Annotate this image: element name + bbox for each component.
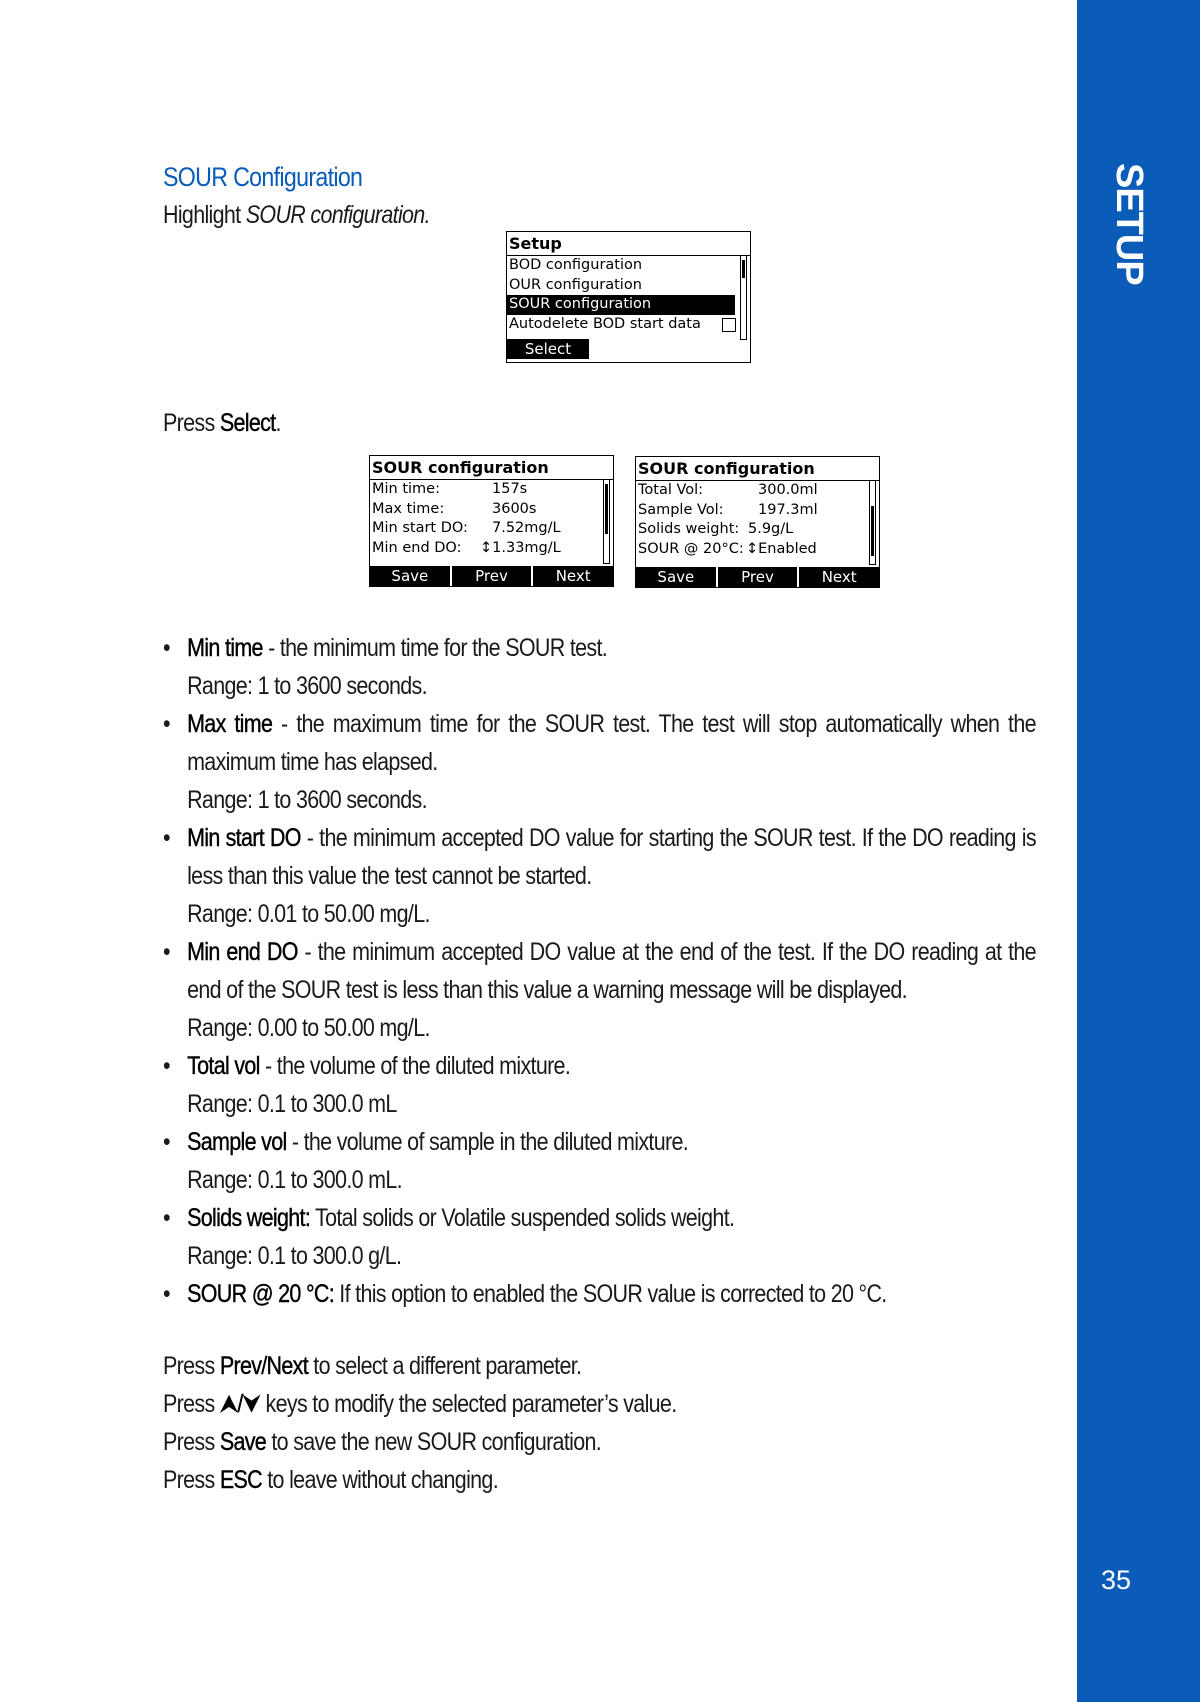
text: to leave without changing. [261,1466,498,1494]
term: Min time [187,634,263,662]
param-row[interactable] [636,501,879,521]
intro-text [163,196,430,234]
section-sidebar [1077,0,1200,1702]
param-row[interactable] [370,480,613,500]
instructions [163,1347,676,1499]
param-value: 300.0ml [758,482,818,498]
menu-item-selected[interactable]: SOUR configuration [507,295,735,315]
bullet-icon: • [163,710,170,738]
softkeys [636,567,879,587]
param-label: Total Vol: [638,482,704,498]
param-label: SOUR @ 20°C: [638,540,744,557]
text: Press [163,1352,220,1380]
save-key[interactable]: Save [657,568,695,586]
param-label: Min end DO: [372,539,462,556]
param-value: ↕1.33mg/L [480,539,561,556]
text-bold: Select [219,409,276,437]
screen-title: SOUR configuration [370,456,613,480]
param-value: 157s [492,481,528,497]
bullet-icon: • [163,824,170,852]
range: Range: 0.1 to 300.0 mL. [187,1166,402,1194]
key-name: ⮝/⮟ [219,1390,261,1418]
bullet-icon: • [163,1052,170,1080]
prev-key[interactable]: Prev [450,566,532,586]
term: Max time [187,710,273,738]
description: - the minimum accepted DO value for starting the SOUR test. If the DO reading is less than this value the test cannot be started. [187,824,1036,890]
text: Press [163,1428,220,1456]
scrollbar[interactable] [869,481,876,565]
param-value: 197.3ml [758,501,818,518]
press-select-text [163,404,281,442]
checkbox[interactable] [722,318,736,332]
param-label: Sample Vol: [638,501,724,518]
softkeys [370,566,613,586]
instruction-line [163,1461,676,1499]
param-row[interactable] [636,481,879,501]
menu-item[interactable] [507,315,735,335]
term: Solids weight: [187,1204,311,1232]
parameter-list [163,629,1036,1313]
param-label: Min time: [372,481,440,497]
instruction-line [163,1423,676,1461]
range: Range: 0.1 to 300.0 mL [187,1090,397,1118]
next-key[interactable]: Next [531,566,613,586]
key-name: Prev/Next [219,1352,309,1380]
param-value: ↕Enabled [746,540,817,557]
param-label: Solids weight: [638,521,740,537]
text: to save the new SOUR configuration. [266,1428,602,1456]
instruction-line [163,1347,676,1385]
bullet-icon: • [163,1204,170,1232]
text: Press [163,1390,220,1418]
bullet-item [163,629,1036,705]
param-value: 5.9g/L [748,521,794,537]
description: - the volume of sample in the diluted mixture. [286,1128,689,1156]
key-name: ESC [219,1466,262,1494]
term: Min end DO [187,938,298,966]
page-number: 35 [1101,1565,1132,1595]
intro-italic: SOUR configuration. [245,201,430,229]
text: to select a different parameter. [308,1352,582,1380]
param-value: 3600s [492,500,537,517]
bullet-item [163,1123,1036,1199]
scrollbar[interactable] [740,256,747,340]
range: Range: 0.01 to 50.00 mg/L. [187,900,430,928]
param-row-selected[interactable] [370,539,613,559]
intro-prefix: Highlight [163,201,246,229]
scrollbar[interactable] [603,480,610,564]
text: . [275,409,281,437]
param-row[interactable] [370,519,613,539]
param-row[interactable] [370,500,613,520]
text: Press [163,409,220,437]
bullet-item [163,819,1036,933]
param-row[interactable] [636,520,879,540]
section-title: SETUP [1108,163,1150,285]
bullet-item [163,1199,1036,1275]
range: Range: 1 to 3600 seconds. [187,786,427,814]
term: Total vol [187,1052,260,1080]
description: - the maximum time for the SOUR test. The test will stop automatically when the maximum time has elapsed. [187,710,1036,776]
sour-config-screen-2 [635,456,880,588]
description: - the volume of the diluted mixture. [259,1052,571,1080]
menu-item[interactable]: BOD configuration [509,257,643,273]
bullet-item [163,1275,1036,1313]
save-key[interactable]: Save [391,567,429,585]
text: Press [163,1466,220,1494]
range: Range: 0.1 to 300.0 g/L. [187,1242,402,1270]
bullet-item [163,705,1036,819]
bullet-icon: • [163,938,170,966]
param-label: Min start DO: [372,520,468,536]
description: - the minimum accepted DO value at the end of the test. If the DO reading at the end of the SOUR test is less than this value a warning message will be displayed. [187,938,1036,1004]
menu-item[interactable]: OUR configuration [509,276,642,293]
param-value: 7.52mg/L [492,520,561,536]
bullet-icon: • [163,634,170,662]
text: keys to modify the selected parameter’s value. [260,1390,677,1418]
bullet-icon: • [163,1128,170,1156]
screen-title: Setup [507,232,750,256]
range: Range: 1 to 3600 seconds. [187,672,427,700]
sour-config-screen-1 [369,455,614,587]
description: - the minimum time for the SOUR test. [262,634,608,662]
param-row-selected[interactable] [636,540,879,560]
menu-item-label: Autodelete BOD start data [509,315,701,332]
next-key[interactable]: Next [797,567,879,587]
screen-title: SOUR configuration [636,457,879,481]
bullet-item [163,1047,1036,1123]
section-heading: SOUR Configuration [163,162,363,192]
term: SOUR @ 20 °C: [187,1280,335,1308]
select-key[interactable]: Select [507,339,589,359]
description: Total solids or Volatile suspended solids weight. [310,1204,735,1232]
bullet-item [163,933,1036,1047]
key-name: Save [219,1428,267,1456]
bullet-icon: • [163,1280,170,1308]
term: Min start DO [187,824,301,852]
setup-screen [506,231,751,363]
instruction-line [163,1385,676,1423]
term: Sample vol [187,1128,287,1156]
param-label: Max time: [372,500,445,517]
prev-key[interactable]: Prev [716,567,798,587]
range: Range: 0.00 to 50.00 mg/L. [187,1014,430,1042]
description: If this option to enabled the SOUR value is corrected to 20 °C. [334,1280,887,1308]
